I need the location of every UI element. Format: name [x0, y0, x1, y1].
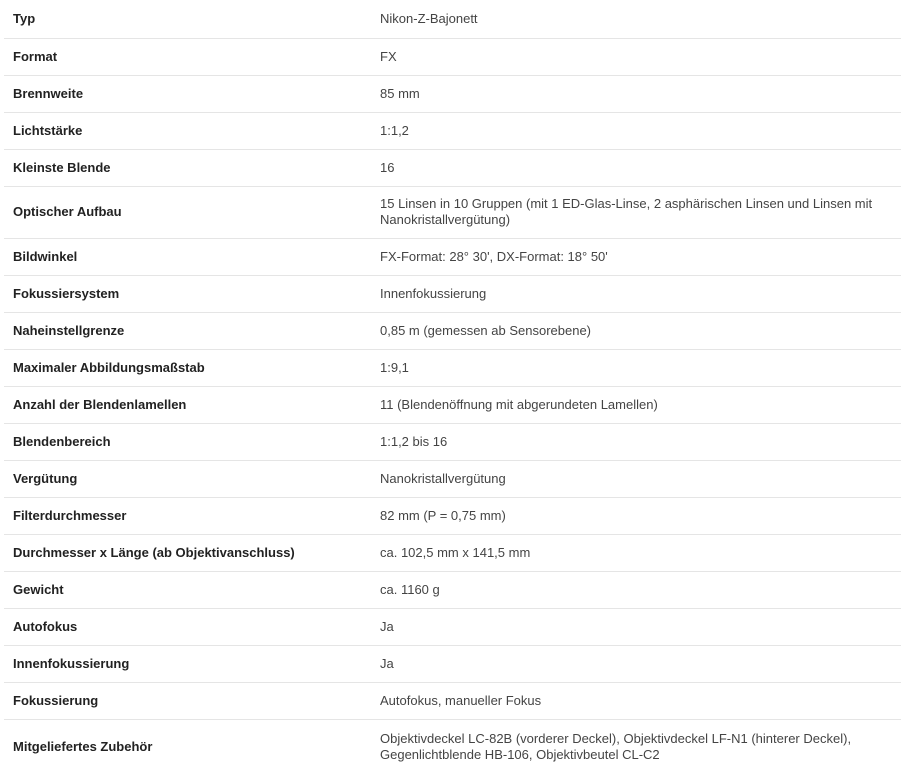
spec-value: FX — [380, 38, 901, 75]
spec-row-bildwinkel — [4, 238, 901, 275]
spec-value: Autofokus, manueller Fokus — [380, 682, 901, 719]
spec-row-gewicht — [4, 571, 901, 608]
spec-label: Gewicht — [4, 571, 380, 608]
spec-label: Typ — [4, 0, 380, 38]
spec-value: 11 (Blendenöffnung mit abgerundeten Lamellen) — [380, 386, 901, 423]
spec-label: Brennweite — [4, 75, 380, 112]
spec-value: 82 mm (P = 0,75 mm) — [380, 497, 901, 534]
spec-row-optischer-aufbau — [4, 186, 901, 238]
spec-value: ca. 1160 g — [380, 571, 901, 608]
spec-row-autofokus — [4, 608, 901, 645]
spec-row-filterdurchmesser — [4, 497, 901, 534]
spec-label: Durchmesser x Länge (ab Objektivanschluss) — [4, 534, 380, 571]
spec-value: FX-Format: 28° 30', DX-Format: 18° 50' — [380, 238, 901, 275]
spec-label: Bildwinkel — [4, 238, 380, 275]
spec-row-kleinste-blende — [4, 149, 901, 186]
spec-row-brennweite — [4, 75, 901, 112]
spec-row-fokussiersystem — [4, 275, 901, 312]
spec-value: Ja — [380, 608, 901, 645]
spec-value: 1:9,1 — [380, 349, 901, 386]
spec-value: Innenfokussierung — [380, 275, 901, 312]
spec-label: Naheinstellgrenze — [4, 312, 380, 349]
spec-label: Anzahl der Blendenlamellen — [4, 386, 380, 423]
spec-label: Kleinste Blende — [4, 149, 380, 186]
spec-row-blendenlamellen — [4, 386, 901, 423]
spec-label: Format — [4, 38, 380, 75]
spec-row-fokussierung — [4, 682, 901, 719]
spec-row-blendenbereich — [4, 423, 901, 460]
spec-value: Ja — [380, 645, 901, 682]
spec-label: Autofokus — [4, 608, 380, 645]
spec-value: ca. 102,5 mm x 141,5 mm — [380, 534, 901, 571]
spec-row-naheinstellgrenze — [4, 312, 901, 349]
spec-row-innenfokussierung — [4, 645, 901, 682]
spec-row-verguetung — [4, 460, 901, 497]
spec-row-lichtstaerke — [4, 112, 901, 149]
spec-label: Fokussiersystem — [4, 275, 380, 312]
spec-label: Optischer Aufbau — [4, 186, 380, 238]
spec-label: Innenfokussierung — [4, 645, 380, 682]
spec-value: 1:1,2 bis 16 — [380, 423, 901, 460]
spec-value: 85 mm — [380, 75, 901, 112]
spec-label: Maximaler Abbildungsmaßstab — [4, 349, 380, 386]
spec-value: 16 — [380, 149, 901, 186]
spec-table — [4, 0, 901, 775]
spec-label: Filterdurchmesser — [4, 497, 380, 534]
spec-label: Vergütung — [4, 460, 380, 497]
spec-value: Nikon-Z-Bajonett — [380, 0, 901, 38]
spec-label: Mitgeliefertes Zubehör — [13, 739, 153, 755]
spec-row-durchmesser-laenge — [4, 534, 901, 571]
spec-value: 15 Linsen in 10 Gruppen (mit 1 ED-Glas-Linse, 2 asphärischen Linsen und Linsen mit Nanokristallvergütung) — [380, 186, 901, 238]
spec-label: Fokussierung — [4, 682, 380, 719]
spec-table-body — [4, 0, 901, 775]
spec-label: Blendenbereich — [4, 423, 380, 460]
spec-value: 1:1,2 — [380, 112, 901, 149]
spec-row-typ — [4, 0, 901, 38]
spec-row-format — [4, 38, 901, 75]
spec-value: Nanokristallvergütung — [380, 460, 901, 497]
spec-value: Objektivdeckel LC-82B (vorderer Deckel), Objektivdeckel LF-N1 (hinterer Deckel), Gegenlichtblende HB-106, Objektivbeutel CL-C2 — [380, 731, 852, 763]
spec-label: Lichtstärke — [4, 112, 380, 149]
spec-row-abbildungsmassstab — [4, 349, 901, 386]
spec-value: 0,85 m (gemessen ab Sensorebene) — [380, 312, 901, 349]
spec-row-zubehoer — [4, 719, 901, 775]
